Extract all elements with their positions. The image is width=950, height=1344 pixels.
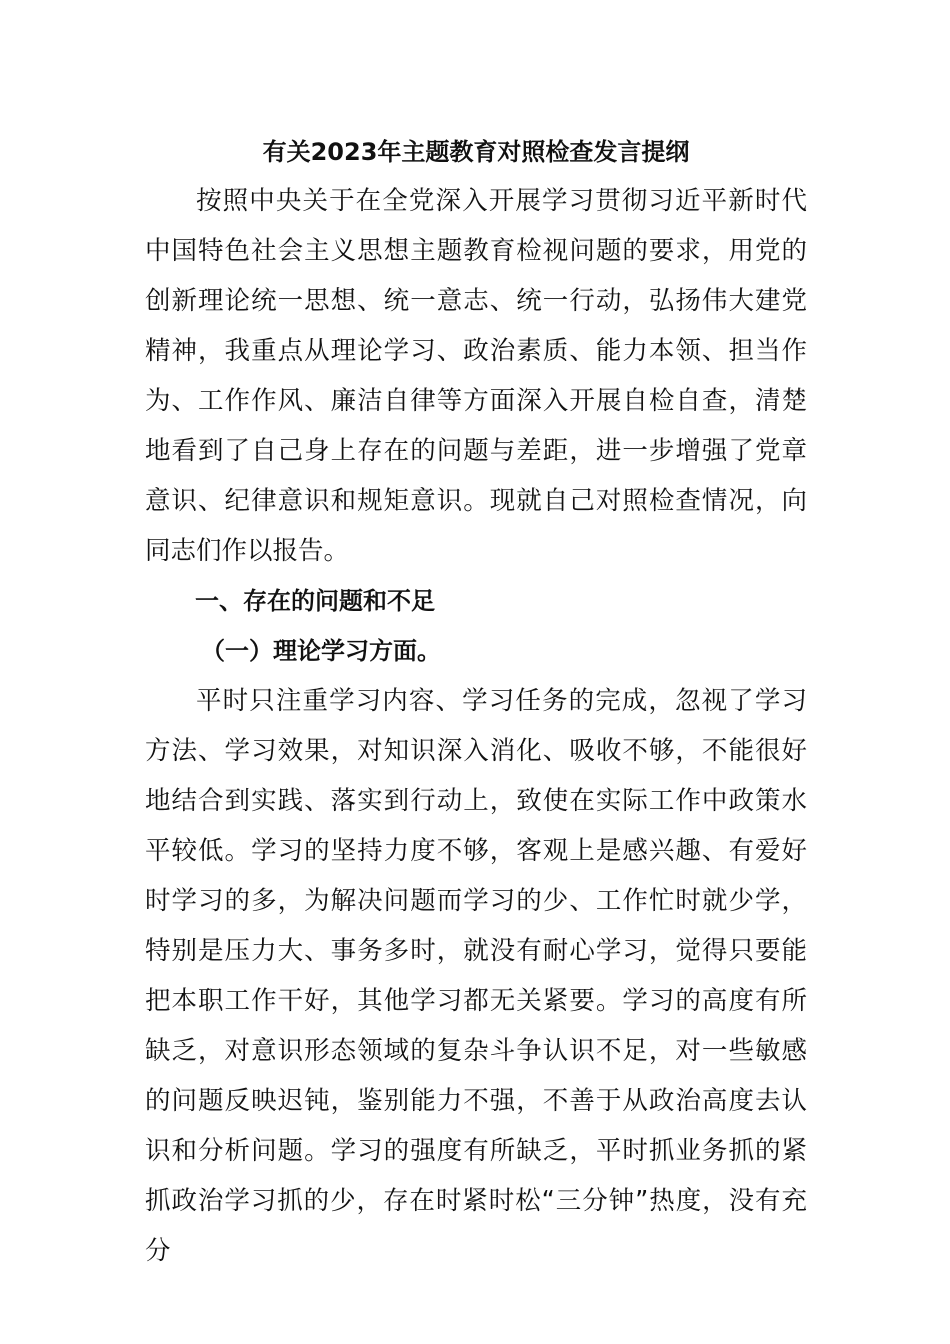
document-title: 有关2023年主题教育对照检查发言提纲	[262, 138, 690, 166]
subsection-heading: （一）理论学习方面。	[201, 637, 441, 665]
section-heading: 一、存在的问题和不足	[195, 587, 435, 615]
intro-paragraph: 按照中央关于在全党深入开展学习贯彻习近平新时代中国特色社会主义思想主题教育检视问题的要求，用党的创新理论统一思想、统一意志、统一行动，弘扬伟大建党精神，我重点从理论学习、政治素质、能力本领、担当作为、工作作风、廉洁自律等方面深入开展自检自查，清楚地看到了自己身上存在的问题与差距，进一步增强了党章意识、纪律意识和规矩意识。现就自己对照检查情况，向同志们作以报告。	[145, 186, 807, 566]
document-body	[145, 128, 807, 1276]
theory-study-paragraph: 平时只注重学习内容、学习任务的完成，忽视了学习方法、学习效果，对知识深入消化、吸收不够，不能很好地结合到实践、落实到行动上，致使在实际工作中政策水平较低。学习的坚持力度不够，客观上是感兴趣、有爱好时学习的多，为解决问题而学习的少、工作忙时就少学，特别是压力大、事务多时，就没有耐心学习，觉得只要能把本职工作干好，其他学习都无关紧要。学习的高度有所缺乏，对意识形态领域的复杂斗争认识不足，对一些敏感的问题反映迟钝，鉴别能力不强，不善于从政治高度去认识和分析问题。学习的强度有所缺乏，平时抓业务抓的紧抓政治学习抓的少，存在时紧时松“三分钟”热度，没有充分	[145, 686, 807, 1266]
